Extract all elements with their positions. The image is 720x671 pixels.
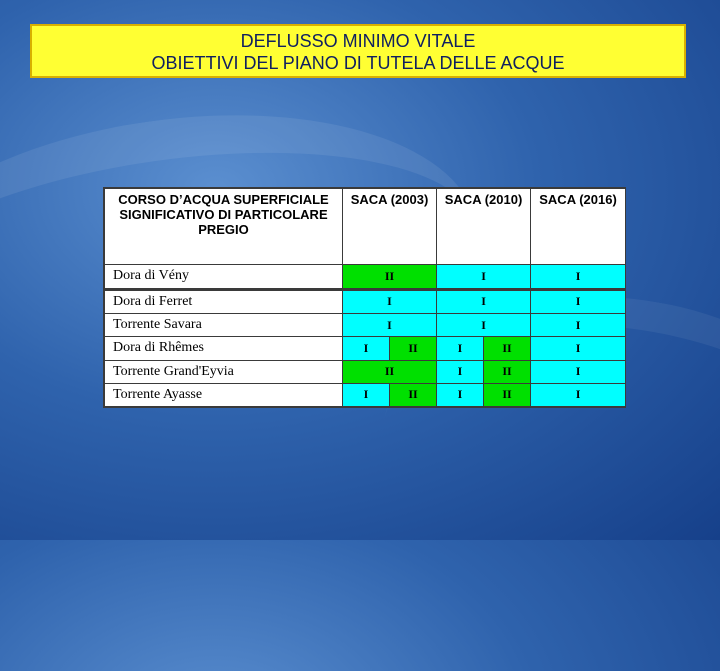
cell-2016: I [531, 383, 626, 406]
cell-2010-a: I [437, 383, 484, 406]
header-saca-2016: SACA (2016) [531, 189, 626, 265]
header-saca-2003: SACA (2003) [343, 189, 437, 265]
slide-title [30, 24, 686, 78]
table-row [105, 337, 626, 360]
dmv-table [103, 187, 626, 408]
cell-2003: II [343, 265, 437, 290]
cell-2003-b: II [390, 337, 437, 360]
cell-2010: I [437, 265, 531, 290]
cell-2010-b: II [484, 383, 531, 406]
cell-2010-b: II [484, 360, 531, 383]
cell-2010: I [437, 314, 531, 337]
cell-2003: I [343, 314, 437, 337]
row-name: Dora di Ferret [105, 289, 343, 314]
cell-2016: I [531, 360, 626, 383]
row-name: Torrente Grand'Eyvia [105, 360, 343, 383]
title-line-1: DEFLUSSO MINIMO VITALE [240, 31, 476, 51]
cell-2003-a: I [343, 383, 390, 406]
table-row [105, 265, 626, 290]
title-line-2: OBIETTIVI DEL PIANO DI TUTELA DELLE ACQUE [151, 53, 565, 73]
cell-2010-a: I [437, 360, 484, 383]
cell-2016: I [531, 337, 626, 360]
cell-2003-b: II [390, 383, 437, 406]
row-name: Dora di Rhêmes [105, 337, 343, 360]
table-row [105, 360, 626, 383]
cell-2010-b: II [484, 337, 531, 360]
cell-2016: I [531, 314, 626, 337]
header-saca-2010: SACA (2010) [437, 189, 531, 265]
table-header-row [105, 189, 626, 265]
cell-2016: I [531, 289, 626, 314]
row-name: Dora di Vény [105, 265, 343, 290]
cell-2010-a: I [437, 337, 484, 360]
row-name: Torrente Savara [105, 314, 343, 337]
cell-2003: I [343, 289, 437, 314]
table-row [105, 383, 626, 406]
table-row [105, 289, 626, 314]
header-course: CORSO D’ACQUA SUPERFICIALE SIGNIFICATIVO DI PARTICOLARE PREGIO [105, 189, 343, 265]
table-row [105, 314, 626, 337]
cell-2010: I [437, 289, 531, 314]
cell-2003: II [343, 360, 437, 383]
cell-2016: I [531, 265, 626, 290]
row-name: Torrente Ayasse [105, 383, 343, 406]
cell-2003-a: I [343, 337, 390, 360]
